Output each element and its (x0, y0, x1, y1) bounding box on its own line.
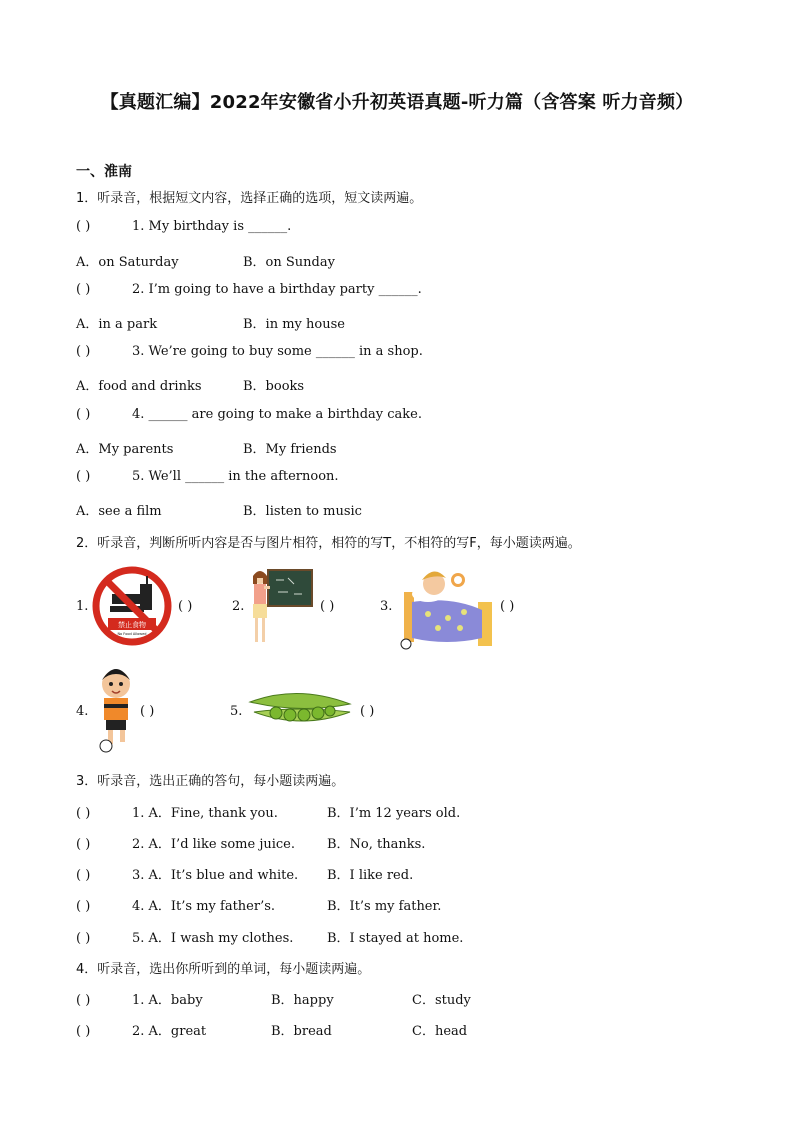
answer-paren[interactable]: ( ) (76, 868, 91, 883)
q1-instruction: 1．听录音，根据短文内容，选择正确的选项，短文读两遍。 (76, 191, 423, 206)
q1-item-2: ( ) 2. I’m going to have a birthday party ______. (76, 282, 422, 297)
option-c[interactable]: C．head (412, 1024, 468, 1039)
sign-subtext: No Food Allowed (117, 632, 147, 636)
option-a[interactable]: A．My parents (76, 442, 174, 457)
pic-label-3: 3. (380, 599, 393, 614)
option-b[interactable]: B．My friends (243, 442, 337, 457)
pic-paren-4[interactable]: ( ) (140, 704, 155, 719)
pic-label-1: 1. (76, 599, 89, 614)
q3-item-5 (76, 927, 576, 946)
pic-label-2: 2. (232, 599, 245, 614)
q1-options-1 (76, 251, 576, 270)
answer-paren[interactable]: ( ) (76, 282, 91, 297)
option-a[interactable]: A．see a film (76, 504, 162, 519)
option-b[interactable]: B．No, thanks. (327, 837, 426, 852)
q3-item-4 (76, 895, 576, 914)
q1-options-2 (76, 313, 576, 332)
option-b[interactable]: B．in my house (243, 317, 345, 332)
option-b[interactable]: B．on Sunday (243, 255, 335, 270)
answer-paren[interactable]: ( ) (76, 219, 91, 234)
boy-in-bed-icon (398, 562, 496, 650)
option-a[interactable]: 2. A．I’d like some juice. (132, 837, 295, 852)
q4-item-1 (76, 989, 576, 1008)
q3-item-3 (76, 864, 576, 883)
q2-instruction: 2．听录音，判断所听内容是否与图片相符，相符的写T，不相符的写F，每小题读两遍。 (76, 536, 581, 551)
boy-football-icon (88, 664, 144, 754)
pic-paren-2[interactable]: ( ) (320, 599, 335, 614)
option-a[interactable]: 3. A．It’s blue and white. (132, 868, 299, 883)
option-a[interactable]: A．on Saturday (76, 255, 179, 270)
option-b[interactable]: B．listen to music (243, 504, 362, 519)
teacher-blackboard-icon (244, 566, 314, 646)
peas-icon (246, 684, 354, 734)
q3-item-1 (76, 802, 576, 821)
q4-item-2 (76, 1020, 576, 1039)
answer-paren[interactable]: ( ) (76, 806, 91, 821)
q1-item-1: ( ) 1. My birthday is ______. (76, 219, 292, 234)
option-a[interactable]: 2. A．great (132, 1024, 207, 1039)
option-b[interactable]: B．I’m 12 years old. (327, 806, 461, 821)
option-b[interactable]: B．bread (271, 1024, 332, 1039)
sign-text: 禁止食物 (118, 621, 146, 629)
answer-paren[interactable]: ( ) (76, 837, 91, 852)
q1-options-3 (76, 375, 576, 394)
answer-paren[interactable]: ( ) (76, 407, 91, 422)
section-heading: 一、淮南 (76, 164, 132, 180)
option-a[interactable]: 1. A．Fine, thank you. (132, 806, 278, 821)
option-b[interactable]: B．I like red. (327, 868, 414, 883)
option-b[interactable]: B．I stayed at home. (327, 931, 464, 946)
option-a[interactable]: 4. A．It’s my father’s. (132, 899, 276, 914)
q1-item-4: ( ) 4. ______ are going to make a birthday cake. (76, 407, 423, 422)
pic-label-4: 4. (76, 704, 89, 719)
q1-options-4 (76, 438, 576, 457)
q1-options-5 (76, 500, 576, 519)
q3-instruction: 3．听录音，选出正确的答句，每小题读两遍。 (76, 774, 345, 789)
answer-paren[interactable]: ( ) (76, 931, 91, 946)
pic-paren-3[interactable]: ( ) (500, 599, 515, 614)
option-a[interactable]: A．in a park (76, 317, 158, 332)
answer-paren[interactable]: ( ) (76, 344, 91, 359)
q1-item-5: ( ) 5. We’ll ______ in the afternoon. (76, 469, 339, 484)
option-a[interactable]: 1. A．baby (132, 993, 203, 1008)
q3-item-2 (76, 833, 576, 852)
option-b[interactable]: B．It’s my father. (327, 899, 442, 914)
option-a[interactable]: 5. A．I wash my clothes. (132, 931, 294, 946)
pic-paren-1[interactable]: ( ) (178, 599, 193, 614)
page-title: 【真题汇编】2022年安徽省小升初英语真题-听力篇（含答案 听力音频） (100, 92, 694, 113)
answer-paren[interactable]: ( ) (76, 899, 91, 914)
pic-paren-5[interactable]: ( ) (360, 704, 375, 719)
answer-paren[interactable]: ( ) (76, 469, 91, 484)
pic-label-5: 5. (230, 704, 243, 719)
option-b[interactable]: B．happy (271, 993, 334, 1008)
q1-item-3: ( ) 3. We’re going to buy some ______ in a shop. (76, 344, 423, 359)
answer-paren[interactable]: ( ) (76, 1024, 91, 1039)
option-c[interactable]: C．study (412, 993, 471, 1008)
q4-instruction: 4．听录音，选出你所听到的单词，每小题读两遍。 (76, 962, 371, 977)
no-food-sign-icon (90, 566, 174, 646)
answer-paren[interactable]: ( ) (76, 993, 91, 1008)
option-b[interactable]: B．books (243, 379, 305, 394)
option-a[interactable]: A．food and drinks (76, 379, 202, 394)
